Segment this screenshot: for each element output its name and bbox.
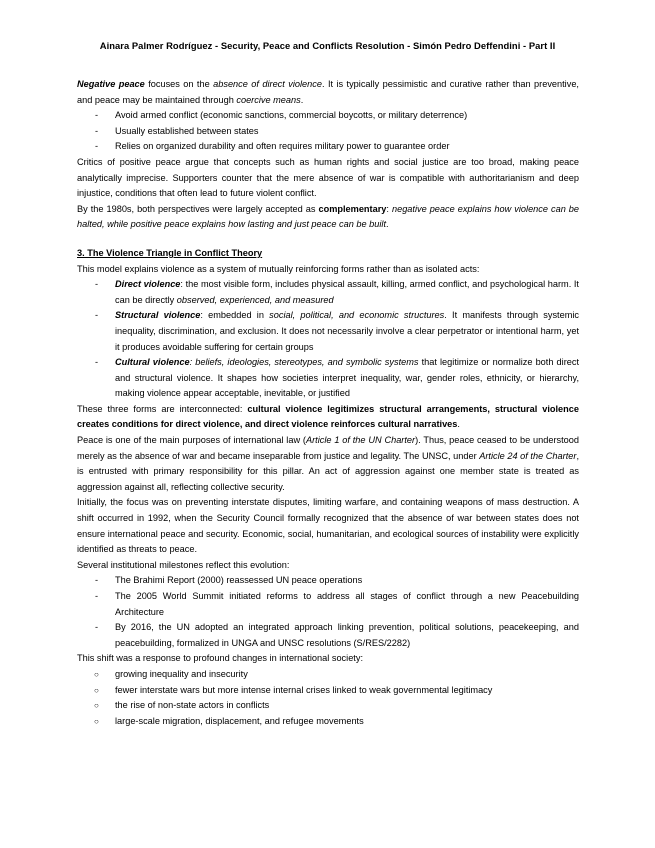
emphasis-run: coercive means (236, 94, 301, 105)
bold-run: cultural violence legitimizes structural arrangements, structural violence creates conditions for direct violence, and direct violence reinforces cultural narratives (77, 403, 579, 430)
violence-types-list (77, 277, 579, 402)
circle-bullet-icon: ○ (94, 716, 99, 726)
milestones-intro: Several institutional milestones reflect this evolution: (77, 559, 290, 570)
changes-list (77, 667, 579, 729)
text-run: These three forms are interconnected: (77, 403, 248, 414)
initial-focus-paragraph: Initially, the focus was on preventing interstate disputes, limiting warfare, and containing weapons of mass destruction. A shift occurred in 1992, when the Security Council formally recognized that the absence of war between states does not ensure international peace and security. Economic, social, humanitarian, and ecological sources of instability were explicitly identified as threats to peace. (77, 497, 579, 555)
list-item (77, 667, 579, 683)
emphasis-run: social, political, and economic structures (269, 310, 445, 321)
text-run: . (386, 219, 389, 230)
list-item (77, 714, 579, 730)
list-item (77, 573, 579, 589)
dash-bullet: - (95, 357, 99, 368)
emphasis-run: negative peace explains how violence can be halted, while positive peace explains how lasting and just peace can be built (77, 203, 580, 230)
list-item-cultural-violence (77, 355, 579, 402)
emphasis-run: Article 24 of the Charter (479, 450, 577, 461)
text-run: , is entrusted with primary responsibility for this pillar. An act of aggression against one member state is treated as aggression against all, reflecting collective security. (77, 450, 579, 492)
text-run: : embedded in (200, 310, 270, 321)
text-run: : (386, 203, 392, 214)
document-body (77, 77, 579, 729)
milestones-list (77, 573, 579, 651)
complementary-paragraph (77, 202, 579, 233)
list-item-text: Relies on organized durability and often requires military power to guarantee order (115, 141, 450, 152)
emphasis-run: observed, experienced, and measured (176, 294, 334, 305)
interconnected-paragraph (77, 402, 579, 433)
dash-bullet: - (95, 591, 99, 601)
text-run: that legitimize or normalize both direct and structural violence. It shapes how societies interpret inequality, war, gender roles, ethnicity, or hierarchy, making violence appear acceptable, inevitable, or justified (115, 357, 580, 399)
list-item (77, 620, 579, 651)
list-item (77, 589, 579, 620)
list-item-text: Avoid armed conflict (economic sanctions, commercial boycotts, or military deterrence) (115, 110, 468, 121)
circle-bullet-icon: ○ (94, 685, 99, 695)
text-run: . (457, 419, 460, 430)
list-item-text: the rise of non-state actors in conflicts (115, 700, 270, 711)
list-item (77, 108, 579, 124)
emphasis-run: absence of direct violence (213, 79, 322, 89)
page-header: Ainara Palmer Rodríguez - Security, Peace and Conflicts Resolution - Simón Pedro Deffendini - Part II (99, 40, 556, 51)
violence-triangle-intro: This model explains violence as a system of mutually reinforcing forms rather than as isolated acts: (77, 263, 480, 274)
structural-violence-term: Structural violence (115, 310, 201, 321)
bold-run: complementary (318, 203, 387, 214)
list-item-direct-violence (77, 277, 579, 308)
list-item-text: By 2016, the UN adopted an integrated approach linking prevention, political solutions, peacekeeping, and peacebuilding, formalized in UNGA and UNSC resolutions (S/RES/2282) (115, 622, 579, 648)
dash-bullet: - (95, 622, 99, 633)
list-item-text: fewer interstate wars but more intense internal crises linked to weak governmental legitimacy (115, 684, 493, 695)
direct-violence-term: Direct violence (115, 279, 181, 290)
list-item (77, 683, 579, 699)
text-run: By the 1980s, both perspectives were largely accepted as (77, 203, 319, 214)
text-run: : the most visible form, includes physical assault, killing, armed conflict, and psychological harm. It can be directly (115, 279, 579, 305)
circle-bullet-icon: ○ (94, 701, 99, 711)
dash-bullet: - (95, 141, 99, 152)
list-item (77, 124, 579, 140)
list-item-structural-violence (77, 308, 579, 355)
dash-bullet: - (95, 575, 99, 586)
text-run: . It manifests through systemic inequality, discrimination, and exclusion. It does not necessarily involve a clear perpetrator or intentional harm, yet it produces avoidable suffering for certain groups (115, 310, 579, 352)
text-run: Peace is one of the main purposes of international law ( (77, 435, 306, 446)
list-item-text: Usually established between states (115, 125, 259, 136)
dash-bullet: - (95, 310, 99, 321)
text-run: . (300, 94, 304, 105)
international-law-paragraph (77, 433, 579, 495)
text-run: focuses on the (144, 79, 214, 89)
emphasis-run: : beliefs, ideologies, stereotypes, and symbolic systems (189, 357, 419, 368)
negative-peace-term: Negative peace (77, 79, 145, 89)
cultural-violence-term: Cultural violence (115, 357, 190, 368)
list-item (77, 139, 579, 155)
list-item-text: growing inequality and insecurity (115, 668, 248, 679)
list-item-text: The 2005 World Summit initiated reforms to address all stages of conflict through a new Peacebuilding Architecture (115, 591, 579, 617)
shift-intro: This shift was a response to profound changes in international society: (77, 653, 363, 664)
critics-paragraph: Critics of positive peace argue that concepts such as human rights and social justice are too broad, making peace analytically imprecise. Supporters counter that the mere absence of war is compatible with authoritarianism and deep injustice, conditions that often lead to future violent conflict. (77, 156, 579, 199)
text-run: ). Thus, peace ceased to be understood merely as the absence of war and became inseparable from justice and legality. The UNSC, under (77, 435, 579, 461)
list-item-text: large-scale migration, displacement, and refugee movements (115, 715, 364, 726)
circle-bullet-icon: ○ (94, 669, 99, 679)
list-item-text: The Brahimi Report (2000) reassessed UN peace operations (115, 575, 363, 586)
negative-peace-paragraph (77, 77, 579, 108)
list-item (77, 698, 579, 714)
dash-bullet: - (95, 279, 99, 290)
text-run: . It is typically pessimistic and curative rather than preventive, and peace may be maintained through (77, 79, 579, 105)
emphasis-run: Article 1 of the UN Charter (305, 435, 416, 446)
dash-bullet: - (95, 125, 99, 136)
section-3-title: 3. The Violence Triangle in Conflict Theory (77, 247, 263, 258)
dash-bullet: - (95, 110, 99, 121)
negative-peace-list (77, 108, 579, 155)
